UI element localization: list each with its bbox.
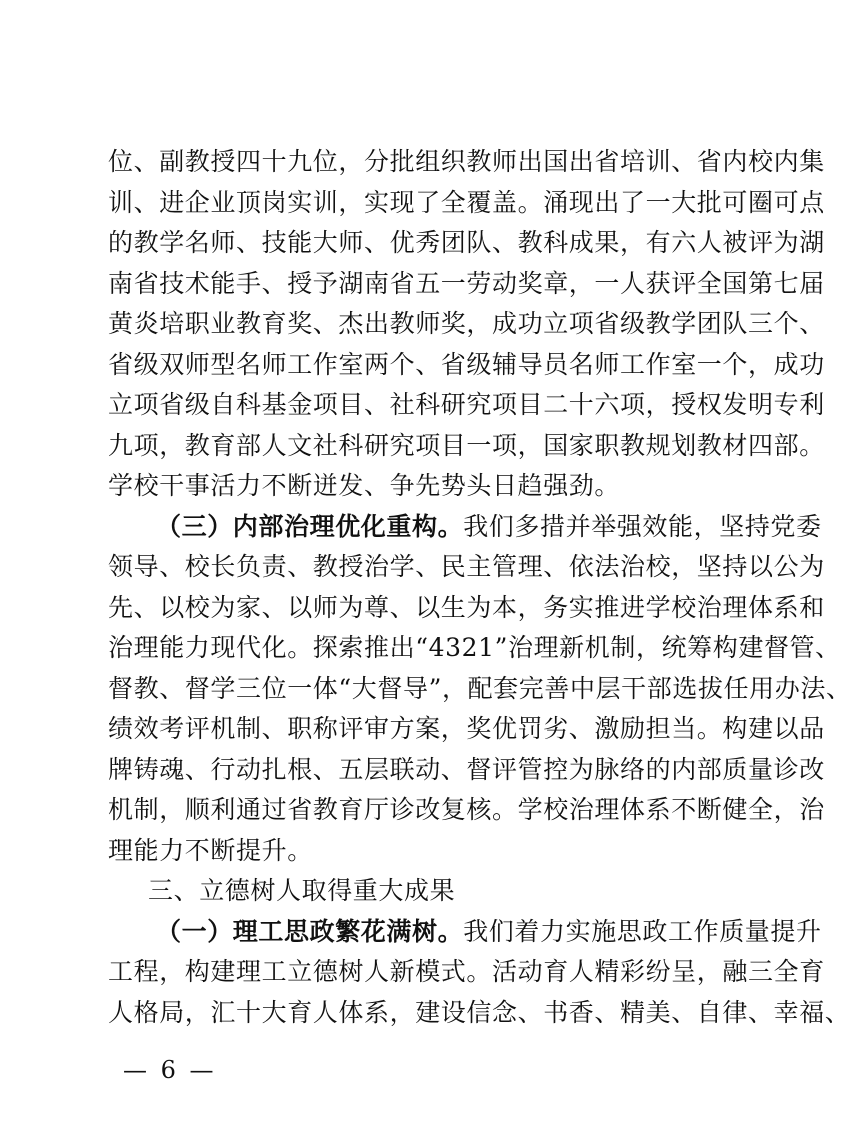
- paragraph-line: 位、副教授四十九位，分批组织教师出国出省培训、省内校内集: [108, 147, 825, 176]
- paragraph-line: 督教、督学三位一体“大督导”，配套完善中层干部选拔任用办法、: [108, 673, 852, 703]
- paragraph-line: 人格局，汇十大育人体系，建设信念、书香、精美、自律、幸福、: [108, 997, 851, 1027]
- paragraph-line: 先、以校为家、以师为尊、以生为本，务实推进学校治理体系和: [108, 592, 825, 622]
- section-heading: 三、立德树人取得重大成果: [148, 876, 456, 905]
- paragraph-line: 领导、校长负责、教授治学、民主管理、依法治校，坚持以公为: [108, 552, 825, 581]
- paragraph-line: 理能力不断提升。: [108, 835, 313, 865]
- paragraph-line: 的教学名师、技能大师、优秀团队、教科成果，有六人被评为湖: [108, 228, 825, 257]
- subsection-heading: （一）理工思政繁花满树。: [156, 916, 464, 946]
- paragraph-line: 治理能力现代化。探索推出“4321”治理新机制，统筹构建督管、: [108, 633, 841, 662]
- paragraph-line: 省级双师型名师工作室两个、省级辅导员名师工作室一个，成功: [108, 349, 825, 379]
- paragraph-line: 立项省级自科基金项目、社科研究项目二十六项，授权发明专利: [108, 390, 825, 419]
- paragraph-line: 机制，顺利通过省教育厅诊改复核。学校治理体系不断健全，治: [108, 795, 825, 824]
- paragraph-line: 训、进企业顶岗实训，实现了全覆盖。涌现出了一大批可圈可点: [108, 187, 825, 217]
- paragraph-line: 绩效考评机制、职称评审方案，奖优罚劣、激励担当。构建以品: [108, 714, 825, 743]
- paragraph-text: 我们多措并举强效能，坚持党委: [463, 511, 822, 541]
- page-number: — 6 —: [123, 1056, 217, 1084]
- paragraph-text: 我们着力实施思政工作质量提升: [463, 916, 822, 946]
- paragraph-first-line: [156, 511, 822, 543]
- paragraph-line: 南省技术能手、授予湖南省五一劳动奖章，一人获评全国第七届: [108, 268, 825, 298]
- paragraph-line: 工程，构建理工立德树人新模式。活动育人精彩纷呈，融三全育: [108, 957, 825, 986]
- paragraph-first-line: [156, 916, 822, 948]
- paragraph-line: 牌铸魂、行动扎根、五层联动、督评管控为脉络的内部质量诊改: [108, 754, 825, 784]
- subsection-heading: （三）内部治理优化重构。: [156, 511, 464, 541]
- paragraph-line: 黄炎培职业教育奖、杰出教师奖，成功立项省级教学团队三个、: [108, 309, 825, 338]
- paragraph-line: 学校干事活力不断迸发、争先势头日趋强劲。: [108, 471, 621, 500]
- paragraph-line: 九项，教育部人文社科研究项目一项，国家职教规划教材四部。: [108, 430, 825, 460]
